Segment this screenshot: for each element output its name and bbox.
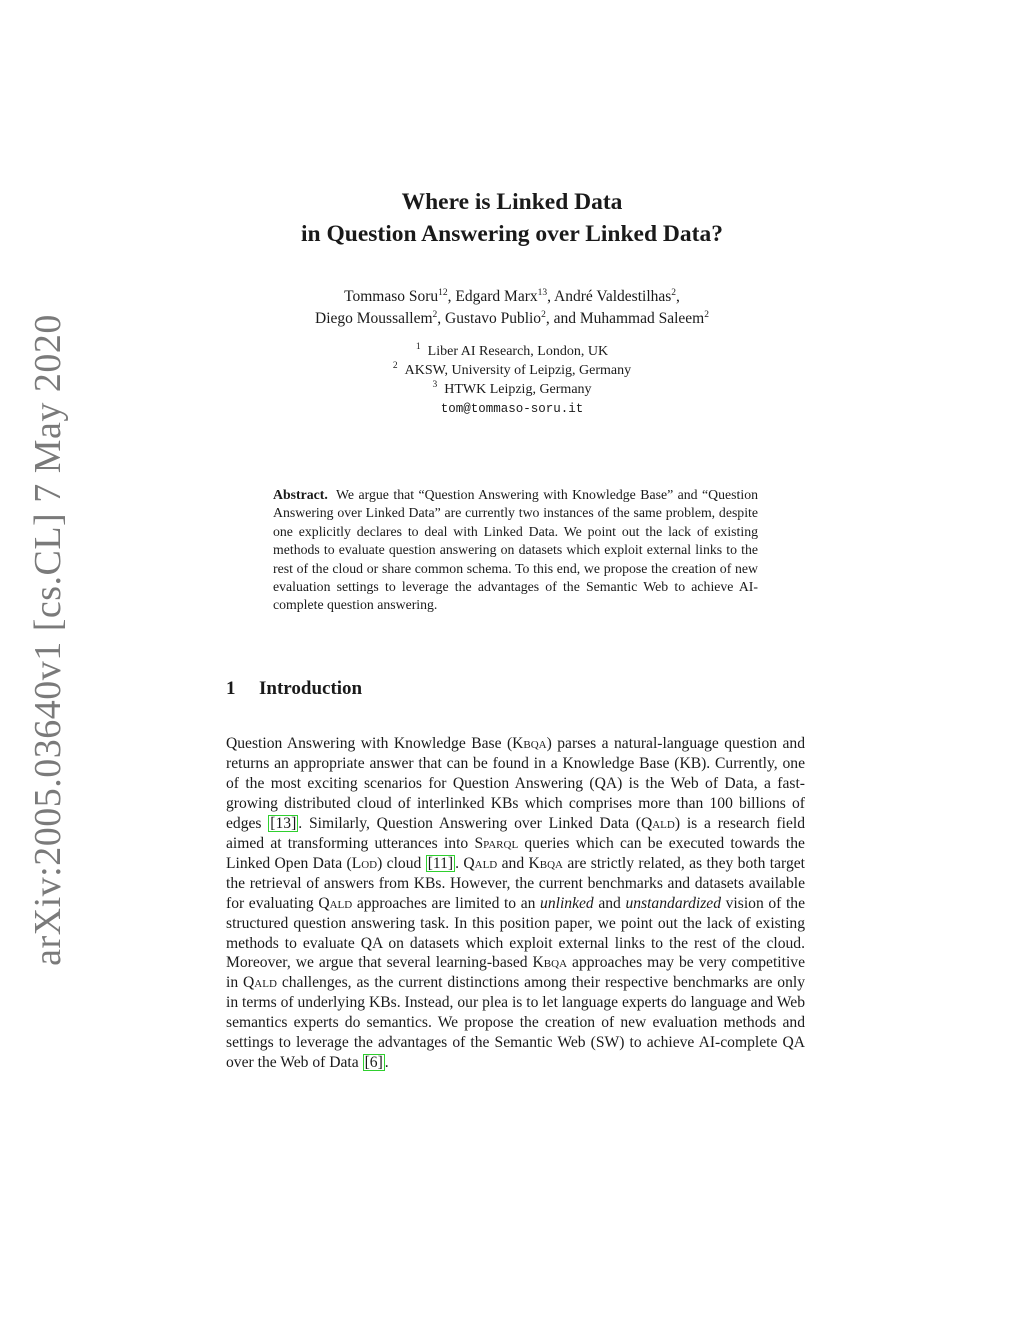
text-run: ) cloud — [377, 854, 426, 872]
text-run: and — [593, 894, 626, 912]
affiliation-name: HTWK Leipzig, Germany — [444, 382, 592, 397]
author-name: Diego Moussallem — [315, 310, 433, 327]
acronym-kbqa: Kbqa — [532, 954, 568, 972]
author-conjunction: and — [553, 310, 576, 327]
arxiv-sidebar-stamp — [16, 314, 80, 966]
text-run: and — [497, 854, 529, 872]
acronym-kbqa: Kbqa — [528, 854, 563, 872]
author-name: Tommaso Soru — [344, 288, 439, 305]
emphasis-text: unstandardized — [625, 894, 722, 912]
affiliation-number: 1 — [415, 342, 421, 352]
author-affil-sup: 2 — [541, 310, 546, 320]
affiliation-item — [0, 361, 1024, 380]
text-run: vision of the structured question answering task. In this position paper, we point out the lack of existing methods to evaluate QA on datasets which exploit external links to the rest of the cloud. Moreover, we argue that several learning-based — [226, 894, 805, 972]
text-run: . — [455, 854, 464, 872]
text-run: approaches are limited to an — [352, 894, 541, 912]
abstract-label: Abstract. — [273, 487, 328, 502]
affiliation-number: 2 — [392, 361, 398, 371]
title-line-2: in Question Answering over Linked Data? — [301, 221, 723, 247]
text-run: approaches may be very competitive in — [226, 954, 806, 992]
acronym-qald: Qald — [640, 814, 675, 832]
author-affil-sup: 2 — [671, 288, 677, 298]
citation-link[interactable]: [6] — [364, 1054, 383, 1072]
author-name: Gustavo Publio — [445, 310, 542, 327]
text-run: . — [384, 1054, 389, 1072]
acronym-qald: Qald — [243, 974, 277, 992]
affiliation-name: Liber AI Research, London, UK — [427, 344, 609, 359]
affiliation-number: 3 — [432, 380, 438, 390]
acronym-sparql: Sparql — [474, 834, 519, 852]
text-run: are strictly related, as they both target the retrieval of answers from KBs. However, the current benchmarks and datasets available for evaluating — [226, 854, 805, 912]
arxiv-id: arXiv:2005.03640v1 [cs.CL] 7 May 2020 — [27, 314, 69, 966]
acronym-kbqa: Kbqa — [512, 735, 547, 752]
author-affil-sup: 12 — [438, 288, 448, 298]
paper-title — [0, 186, 1024, 250]
author-affil-sup: 2 — [704, 310, 709, 320]
author-affil-sup: 13 — [537, 288, 548, 298]
affiliation-item — [0, 380, 1024, 399]
author-affil-sup: 2 — [432, 310, 438, 320]
contact-email[interactable]: tom@tommaso-soru.it — [440, 402, 584, 416]
text-run: ) is a research field aimed at transforming utterances into — [226, 814, 806, 852]
text-run: . Similarly, Question Answering over Linked Data ( — [298, 814, 641, 832]
text-run: queries which can be executed towards the Linked Open Data ( — [226, 834, 805, 872]
author-name: Edgard Marx — [455, 288, 538, 305]
author-name: André Valdestilhas — [554, 288, 672, 305]
text-run: challenges, as the current distinctions among their respective benchmarks are only in terms of underlying KBs. Instead, our plea is to let language experts do language and Web semantics experts do semantics. We propose the creation of new evaluation methods and settings to leverage the advantages of the Semantic Web (SW) to achieve AI-complete QA over the Web of Data — [226, 974, 806, 1072]
text-run: ) parses a natural-language question and returns an appropriate answer that can be found in a Knowledge Base (KB). Currently, one of the most exciting scenarios for Question Answering (QA) is the Web of Data, a fast-growing distributed cloud of interlinked KBs which comprises more than 100 billions of edges — [226, 735, 805, 832]
section-title: Introduction — [259, 678, 363, 699]
section-heading — [226, 678, 362, 700]
abstract — [273, 486, 758, 615]
author-name: Muhammad Saleem — [579, 310, 705, 327]
section-number: 1 — [226, 678, 236, 699]
abstract-text: We argue that “Question Answering with Knowledge Base” and “Question Answering over Linked Data” are currently two instances of the same problem, despite one explicitly declares to deal with Linked Data. We point out the lack of existing methods to evaluate question answering on datasets which exploit external links to the rest of the cloud or share common schema. To this end, we propose the creation of new evaluation settings to leverage the advantages of the Semantic Web to achieve AI-complete question answering. — [273, 487, 758, 613]
affiliation-name: AKSW, University of Leipzig, Germany — [404, 363, 632, 378]
affiliation-item — [0, 342, 1024, 361]
author-list: Tommaso Soru$^{12}$, Edgard Marx$^{13}$, André Valdestilhas$^2$, Diego Moussallem$^2$, Gustavo Publio$^2$, and Muhammad Saleem$^2$ — [315, 288, 709, 327]
affiliation-list — [0, 342, 1024, 419]
citation-link[interactable]: [13] — [270, 814, 297, 832]
citation-link[interactable]: [11] — [427, 854, 454, 872]
introduction-paragraph — [226, 734, 805, 1073]
acronym-lod: Lod — [351, 854, 378, 872]
title-line-1: Where is Linked Data — [401, 189, 623, 215]
acronym-qald: Qald — [318, 894, 353, 912]
text-run: Question Answering with Knowledge Base ( — [226, 735, 513, 752]
emphasis-text: unlinked — [540, 894, 594, 912]
acronym-qald: Qald — [463, 854, 498, 872]
